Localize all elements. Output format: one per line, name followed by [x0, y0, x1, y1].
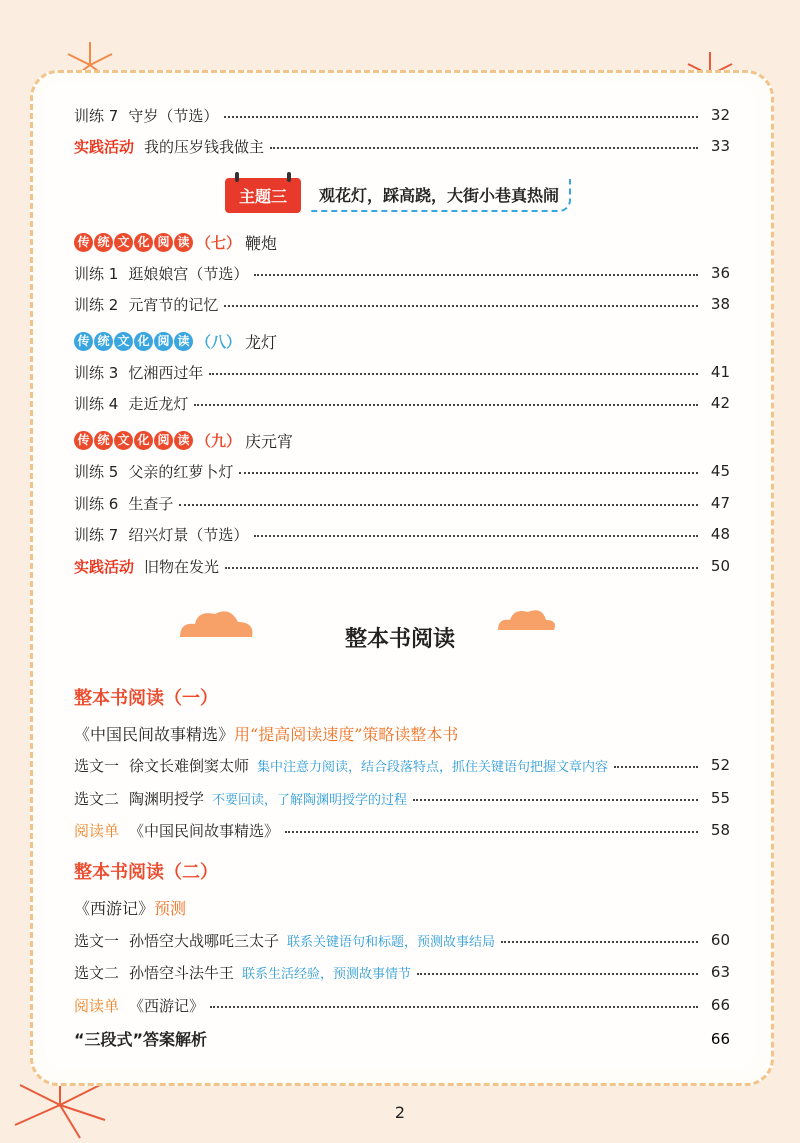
tag-char: 文 [114, 233, 133, 252]
toc-entry[interactable] [74, 815, 730, 845]
entry-page-number: 41 [710, 363, 730, 381]
answer-key-label: “三段式”答案解析 [74, 1030, 208, 1049]
tag-char: 统 [94, 233, 113, 252]
entry-title: 走近龙灯 [128, 394, 189, 413]
tag-char: 统 [94, 332, 113, 351]
toc-entry[interactable] [74, 456, 730, 486]
entry-label: 实践活动 [74, 137, 135, 156]
entry-title: 旧物在发光 [144, 557, 220, 576]
toc-entry[interactable] [74, 258, 730, 288]
tag-char: 传 [74, 233, 93, 252]
section-header [74, 425, 293, 455]
toc-entry[interactable] [74, 783, 730, 813]
toc-entry[interactable] [74, 957, 730, 987]
tag-char: 传 [74, 332, 93, 351]
entry-hint: 联系生活经验，预测故事情节 [242, 966, 412, 982]
entry-title: 逛娘娘宫（节选） [128, 264, 249, 283]
section-header [74, 326, 277, 356]
entry-label: 选文二 [74, 963, 120, 982]
reading-strategy: 预测 [154, 899, 187, 918]
entry-page-number: 58 [710, 821, 730, 839]
entry-title: 陶渊明授学 [129, 789, 205, 808]
tag-char: 统 [94, 431, 113, 450]
entry-page-number: 66 [710, 996, 730, 1014]
entry-label: 选文一 [74, 931, 120, 950]
entry-title: 忆湘西过年 [128, 363, 204, 382]
entry-page-number: 50 [710, 557, 730, 575]
toc-entry[interactable] [74, 519, 730, 549]
book-title-line [74, 896, 186, 919]
dot-leader [254, 274, 698, 276]
toc-entry[interactable] [74, 357, 730, 387]
toc-entry[interactable] [74, 100, 730, 130]
entry-page-number: 63 [710, 963, 730, 981]
dot-leader [179, 504, 698, 506]
entry-label: 训练 4 [74, 394, 119, 413]
whole-book-part2-heading: 整本书阅读（二） [74, 862, 218, 883]
toc-entry[interactable] [74, 488, 730, 518]
answer-key-entry[interactable] [74, 1027, 730, 1050]
entry-label: 阅读单 [74, 821, 120, 840]
entry-label: 训练 7 [74, 525, 119, 544]
section-number: （九） [196, 431, 242, 450]
entry-label: 选文一 [74, 756, 120, 775]
section-topic: 龙灯 [245, 332, 278, 352]
tag-char: 读 [174, 233, 193, 252]
dot-leader [224, 116, 698, 118]
section-topic: 庆元宵 [245, 431, 294, 451]
book-title-line [74, 722, 458, 745]
entry-hint: 不要回读，了解陶渊明授学的过程 [212, 792, 408, 808]
entry-page-number: 36 [710, 264, 730, 282]
culture-reading-tag [74, 431, 194, 450]
entry-label: 训练 6 [74, 494, 119, 513]
dot-leader [285, 831, 698, 833]
theme-badge: 主题三 [225, 178, 301, 213]
toc-entry[interactable] [74, 388, 730, 418]
entry-page-number: 38 [710, 295, 730, 313]
culture-reading-tag [74, 233, 194, 252]
section-number: （八） [196, 332, 242, 351]
entry-page-number: 48 [710, 525, 730, 543]
book-title: 《中国民间故事精选》 [74, 725, 235, 744]
entry-title: 元宵节的记忆 [128, 295, 219, 314]
entry-page-number: 45 [710, 462, 730, 480]
tag-char: 传 [74, 431, 93, 450]
section-number: （七） [196, 233, 242, 252]
entry-title: 《西游记》 [129, 996, 205, 1015]
reading-strategy: 用“提高阅读速度”策略读整本书 [234, 725, 459, 744]
entry-label: 训练 1 [74, 264, 119, 283]
entry-page-number: 55 [710, 789, 730, 807]
entry-title: 我的压岁钱我做主 [144, 137, 265, 156]
toc-entry[interactable] [74, 289, 730, 319]
toc-entry[interactable] [74, 925, 730, 955]
entry-title: 父亲的红萝卜灯 [128, 462, 234, 481]
whole-book-heading: 整本书阅读 [344, 627, 455, 652]
answer-key-page-number: 66 [710, 1029, 730, 1048]
dot-leader [194, 404, 698, 406]
section-topic: 鞭炮 [245, 233, 278, 253]
entry-label: 训练 2 [74, 295, 119, 314]
entry-label: 训练 5 [74, 462, 119, 481]
entry-title: 《中国民间故事精选》 [129, 821, 280, 840]
toc-entry[interactable] [74, 750, 730, 780]
section-header [74, 227, 277, 257]
dot-leader [225, 567, 698, 569]
tag-char: 读 [174, 431, 193, 450]
theme-title: 观花灯，踩高跷，大街小巷真热闹 [309, 179, 571, 212]
dot-leader [501, 941, 698, 943]
entry-title: 孙悟空斗法牛王 [129, 963, 235, 982]
entry-title: 孙悟空大战哪吒三太子 [129, 931, 280, 950]
entry-page-number: 47 [710, 494, 730, 512]
entry-page-number: 52 [710, 756, 730, 774]
dot-leader [224, 305, 698, 307]
toc-entry[interactable] [74, 990, 730, 1020]
culture-reading-tag [74, 332, 194, 351]
dot-leader [417, 973, 698, 975]
book-title: 《西游记》 [74, 899, 155, 918]
whole-book-part1-heading: 整本书阅读（一） [74, 688, 218, 709]
tag-char: 阅 [154, 431, 173, 450]
entry-title: 生查子 [128, 494, 174, 513]
dot-leader [210, 1006, 698, 1008]
dot-leader [413, 799, 698, 801]
entry-page-number: 32 [710, 106, 730, 124]
entry-label: 选文二 [74, 789, 120, 808]
tag-char: 文 [114, 431, 133, 450]
entry-label: 阅读单 [74, 996, 120, 1015]
tag-char: 阅 [154, 233, 173, 252]
entry-page-number: 60 [710, 931, 730, 949]
dot-leader [254, 535, 698, 537]
tag-char: 化 [134, 233, 153, 252]
entry-title: 徐文长难倒窦太师 [129, 756, 250, 775]
page-number: 2 [394, 1103, 406, 1122]
entry-label: 训练 3 [74, 363, 119, 382]
entry-page-number: 33 [710, 137, 730, 155]
entry-title: 绍兴灯景（节选） [128, 525, 249, 544]
entry-title: 守岁（节选） [128, 106, 219, 125]
entry-hint: 集中注意力阅读，结合段落特点，抓住关键语句把握文章内容 [257, 759, 609, 775]
toc-entry[interactable] [74, 551, 730, 581]
theme-banner [225, 178, 571, 212]
tag-char: 化 [134, 332, 153, 351]
tag-char: 化 [134, 431, 153, 450]
tag-char: 阅 [154, 332, 173, 351]
dot-leader [270, 147, 698, 149]
dot-leader [209, 373, 698, 375]
dot-leader [239, 472, 698, 474]
entry-label: 实践活动 [74, 557, 135, 576]
toc-entry[interactable] [74, 131, 730, 161]
tag-char: 文 [114, 332, 133, 351]
entry-hint: 联系关键语句和标题，预测故事结局 [287, 934, 496, 950]
tag-char: 读 [174, 332, 193, 351]
entry-page-number: 42 [710, 394, 730, 412]
dot-leader [614, 766, 698, 768]
entry-label: 训练 7 [74, 106, 119, 125]
